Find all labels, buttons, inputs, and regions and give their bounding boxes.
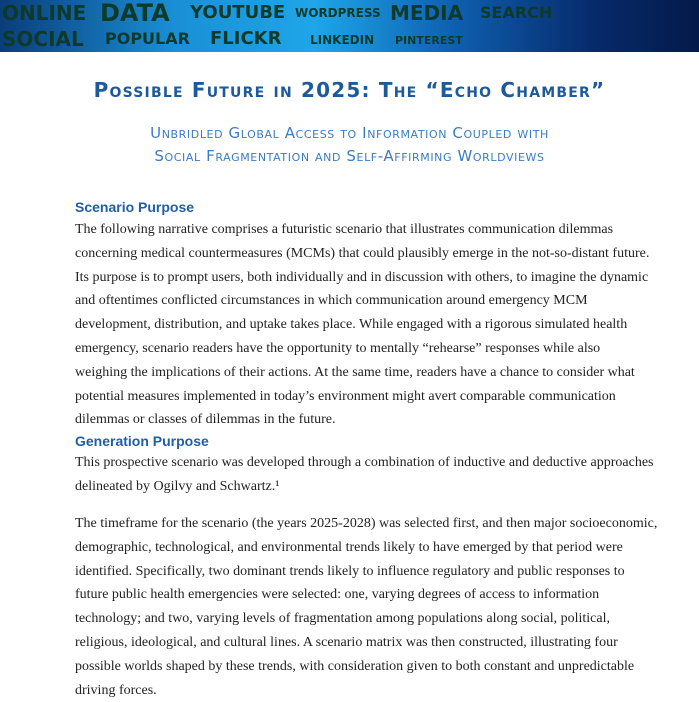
text-line: demographic, technological, and environmental trends likely to have emerged by that period were — [75, 539, 623, 555]
text-line: development, distribution, and uptake takes place. While engaged with a rigorous simulated health — [75, 317, 628, 333]
text-line: technology; and two, varying levels of fragmentation among populations along social, political, — [75, 611, 610, 627]
text-line: Its purpose is to prompt users, both individually and in discussion with others, to imagine the dynamic — [75, 269, 649, 285]
paragraph-scenario-purpose — [75, 218, 650, 432]
paragraph-timeframe — [75, 512, 658, 702]
text-line: emergency, scenario readers have the opportunity to mentally “rehearse” responses while also — [75, 340, 601, 356]
banner-word: PINTEREST — [395, 34, 463, 47]
text-line: This prospective scenario was developed through a combination of inductive and deductive approaches — [75, 455, 654, 470]
text-line: possible worlds shaped by these trends, with consideration given to both constant and unpredictable — [75, 658, 635, 674]
text-line: potential measures implemented in today’s environment might avert comparable communication — [75, 388, 616, 404]
banner-word: LINKEDIN — [310, 33, 375, 47]
section-heading-scenario-purpose: Scenario Purpose — [75, 199, 195, 215]
text-line: delineated by Ogilvy and Schwartz.¹ — [75, 478, 280, 494]
text-line: concerning medical countermeasures (MCMs) that could plausibly emerge in the not-so-distant future. — [75, 245, 650, 261]
text-line: dilemmas or classes of dilemmas in the future. — [75, 412, 336, 428]
subtitle-line: Unbridled Global Access to Information Coupled with — [150, 124, 549, 142]
subtitle-line: Social Fragmentation and Self-Affirming Worldviews — [154, 147, 545, 165]
text-line: driving forces. — [75, 682, 157, 698]
text-line: weighing the implications of their actions. At the same time, readers have a chance to consider what — [75, 364, 635, 380]
banner-word: MEDIA — [390, 1, 464, 25]
text-line: identified. Specifically, two dominant trends likely to influence regulatory and public responses to — [75, 563, 625, 579]
banner-word: YOUTUBE — [190, 2, 286, 23]
banner-word: DATA — [100, 0, 170, 27]
banner-word: FLICKR — [210, 28, 282, 49]
header-banner-image — [0, 0, 699, 52]
banner-word: WORDPRESS — [295, 6, 381, 20]
text-line: The timeframe for the scenario (the years 2025-2028) was selected first, and then major socioeconomic, — [75, 516, 658, 531]
text-line: and oftentimes conflicted circumstances in which communication around emergency MCM — [75, 293, 588, 309]
text-line: The following narrative comprises a futuristic scenario that illustrates communication dilemmas — [75, 222, 614, 237]
page-title: Possible Future in 2025: The “Echo Chamber” — [93, 78, 606, 102]
banner-word: SOCIAL — [2, 27, 84, 51]
banner-word: SEARCH — [480, 3, 553, 22]
paragraph-generation-purpose — [75, 451, 654, 499]
banner-word: ONLINE — [2, 1, 87, 25]
banner-word: POPULAR — [105, 29, 190, 48]
section-heading-generation-purpose: Generation Purpose — [75, 433, 209, 449]
text-line: future public health emergencies were selected: one, varying degrees of access to information — [75, 587, 600, 603]
text-line: religious, ideological, and cultural lines. A scenario matrix was then constructed, illustrating four — [75, 634, 618, 650]
